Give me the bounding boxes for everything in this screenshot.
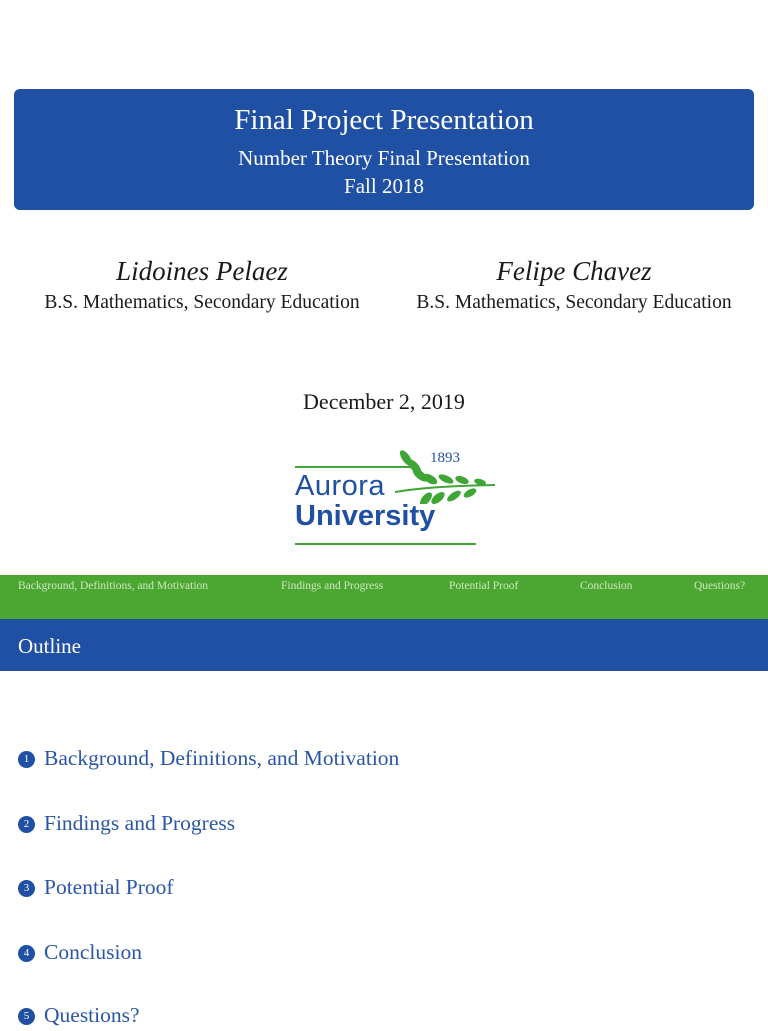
author-name: Lidoines Pelaez	[116, 256, 288, 286]
outline-number-badge: 4	[18, 945, 35, 962]
outline-item-label: Background, Definitions, and Motivation	[44, 746, 400, 770]
logo-divider-bottom	[295, 543, 476, 545]
title-box	[14, 89, 754, 210]
nav-item-potential-proof[interactable]: Potential Proof	[449, 580, 519, 592]
author-degree: B.S. Mathematics, Secondary Education	[416, 292, 732, 313]
section-navigation-bar	[0, 575, 768, 619]
aurora-university-logo	[290, 442, 500, 550]
presentation-term: Fall 2018	[344, 174, 424, 198]
author-block-2	[396, 254, 752, 317]
outline-number-badge: 2	[18, 816, 35, 833]
frame-title: Outline	[18, 634, 81, 658]
outline-number-badge: 5	[18, 1008, 35, 1025]
author-block-1	[20, 254, 384, 317]
outline-number-badge: 1	[18, 751, 35, 768]
author-degree: B.S. Mathematics, Secondary Education	[44, 292, 360, 313]
logo-word-university: University	[295, 500, 436, 532]
nav-item-questions[interactable]: Questions?	[694, 580, 746, 592]
presentation-title: Final Project Presentation	[234, 104, 534, 136]
outline-number-badge: 3	[18, 880, 35, 897]
outline-item-label: Conclusion	[44, 940, 142, 964]
presentation-date: December 2, 2019	[303, 389, 465, 414]
nav-item-findings[interactable]: Findings and Progress	[281, 580, 384, 592]
frame-title-bar	[0, 619, 768, 671]
outline-item-label: Potential Proof	[44, 875, 174, 899]
outline-item-label: Findings and Progress	[44, 811, 236, 835]
outline-item-label: Questions?	[44, 1003, 140, 1027]
presentation-subtitle: Number Theory Final Presentation	[238, 146, 530, 170]
nav-item-background[interactable]: Background, Definitions, and Motivation	[18, 580, 209, 592]
logo-year: 1893	[430, 450, 460, 466]
nav-item-conclusion[interactable]: Conclusion	[580, 580, 633, 592]
logo-word-aurora: Aurora	[295, 470, 386, 502]
author-name: Felipe Chavez	[496, 256, 652, 286]
